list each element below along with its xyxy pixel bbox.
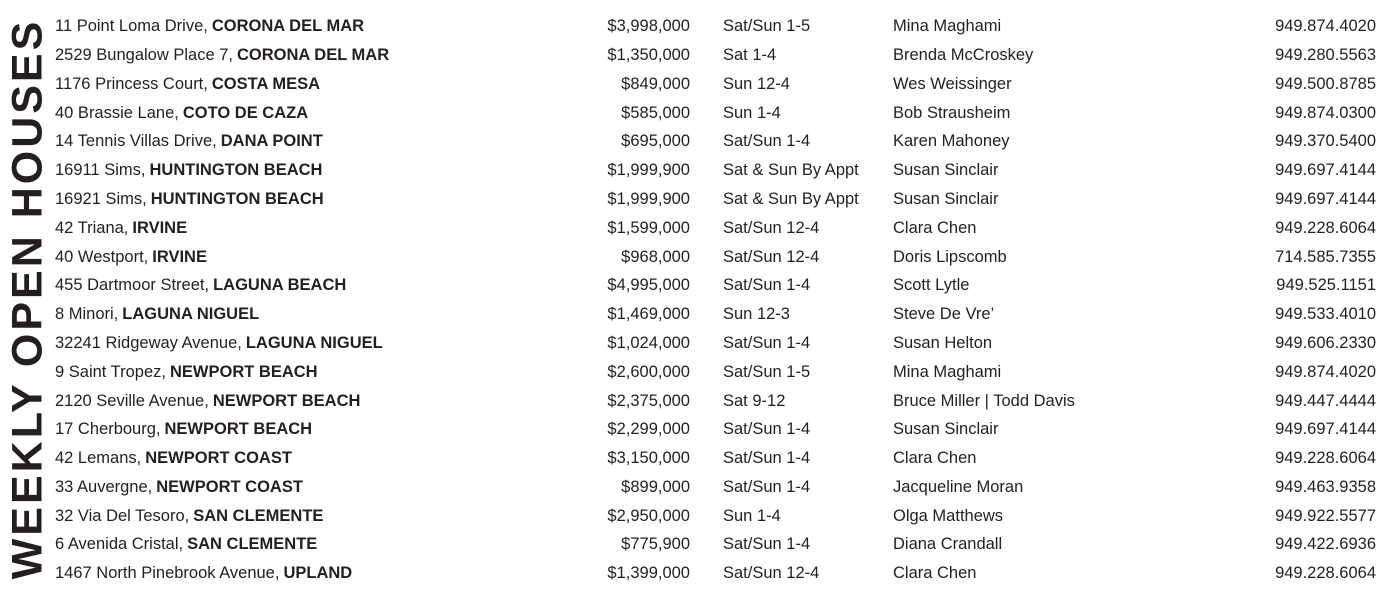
listing-open-time: Sat & Sun By Appt [723,161,859,180]
listing-price: $3,998,000 [607,17,690,36]
city-text: NEWPORT COAST [156,477,303,496]
listing-agent-name: Olga Matthews [893,506,1004,525]
listing-open-time: Sat/Sun 1-4 [723,449,811,468]
listing-address [55,220,605,237]
listing-agent-name: Susan Sinclair [893,420,999,439]
listing-address [55,364,605,381]
listing-address [55,76,605,93]
listing-agent-name: Steve De Vre’ [893,305,995,324]
listing-agent-phone: 949.500.8785 [1275,74,1376,93]
city-text: NEWPORT BEACH [169,362,318,381]
listing-agent-phone: 949.280.5563 [1275,45,1376,64]
listing-agent-phone: 949.533.4010 [1275,305,1376,324]
listing-address [55,249,605,266]
listing-agent-phone: 949.874.4020 [1275,362,1376,381]
street-text: 16911 Sims, [55,161,146,180]
city-text: HUNTINGTON BEACH [150,189,324,208]
listing-open-time: Sat/Sun 12-4 [723,218,820,237]
listing-price: $1,469,000 [607,305,690,324]
city-text: IRVINE [152,247,207,266]
listing-open-time: Sun 12-3 [723,305,790,324]
listing-open-time: Sun 1-4 [723,103,781,122]
listing-price: $1,350,000 [607,45,690,64]
listing-address [55,565,605,582]
listing-address [55,479,605,496]
listing-open-time: Sat 9-12 [723,391,786,410]
listing-price: $1,024,000 [607,333,690,352]
city-text: NEWPORT COAST [145,449,292,468]
listing-agent-phone: 949.447.4444 [1275,391,1376,410]
listing-row [55,214,1386,243]
listing-address [55,335,605,352]
listing-address [55,133,605,150]
listing-row [55,271,1386,300]
listing-agent-name: Clara Chen [893,218,977,237]
listing-price: $2,950,000 [607,506,690,525]
listing-row [55,473,1386,502]
listing-agent-phone: 949.874.4020 [1275,17,1376,36]
listing-row [55,70,1386,99]
street-text: 32241 Ridgeway Avenue, [55,333,242,352]
street-text: 40 Brassie Lane, [55,103,179,122]
listing-open-time: Sat/Sun 12-4 [723,564,820,583]
street-text: 1467 North Pinebrook Avenue, [55,564,280,583]
listing-agent-phone: 949.228.6064 [1275,449,1376,468]
city-text: UPLAND [283,564,353,583]
listing-price: $1,399,000 [607,564,690,583]
listing-agent-phone: 949.228.6064 [1275,564,1376,583]
listing-agent-name: Wes Weissinger [893,74,1012,93]
listing-open-time: Sat/Sun 12-4 [723,247,820,266]
street-text: 9 Saint Tropez, [55,362,166,381]
listing-agent-name: Clara Chen [893,449,977,468]
listing-agent-phone: 949.228.6064 [1275,218,1376,237]
listing-address [55,508,605,525]
city-text: COTO DE CAZA [182,103,309,122]
listing-address [55,393,605,410]
listing-price: $2,375,000 [607,391,690,410]
listing-agent-phone: 949.697.4144 [1275,189,1376,208]
street-text: 1176 Princess Court, [55,74,208,93]
street-text: 16921 Sims, [55,189,147,208]
listing-price: $1,999,900 [607,189,690,208]
listing-row [55,329,1386,358]
listing-row [55,127,1386,156]
city-text: CORONA DEL MAR [236,45,390,64]
listing-row [55,415,1386,444]
listing-open-time: Sat/Sun 1-4 [723,535,811,554]
street-text: 42 Lemans, [55,449,142,468]
listing-open-time: Sat/Sun 1-4 [723,276,811,295]
listing-agent-name: Bob Strausheim [893,103,1011,122]
listing-row [55,242,1386,271]
listing-agent-name: Doris Lipscomb [893,247,1007,266]
listing-row [55,300,1386,329]
listing-row [55,530,1386,559]
listing-row [55,156,1386,185]
listing-price: $849,000 [621,74,690,93]
listing-address [55,536,605,553]
listing-agent-name: Diana Crandall [893,535,1003,554]
title-banner [0,0,55,598]
listing-open-time: Sat/Sun 1-4 [723,132,811,151]
city-text: CORONA DEL MAR [211,17,365,36]
listing-agent-name: Scott Lytle [893,276,970,295]
listing-price: $4,995,000 [607,276,690,295]
listing-address [55,105,605,122]
listing-open-time: Sun 1-4 [723,506,781,525]
listing-price: $2,299,000 [607,420,690,439]
listing-open-time: Sun 12-4 [723,74,790,93]
listing-address [55,450,605,467]
listing-row [55,12,1386,41]
street-text: 11 Point Loma Drive, [55,17,208,36]
listing-agent-name: Jacqueline Moran [893,477,1024,496]
listing-price: $585,000 [621,103,690,122]
listing-agent-name: Susan Sinclair [893,161,999,180]
listing-open-time: Sat/Sun 1-4 [723,420,811,439]
listing-price: $2,600,000 [607,362,690,381]
city-text: SAN CLEMENTE [187,535,318,554]
city-text: COSTA MESA [211,74,321,93]
street-text: 14 Tennis Villas Drive, [55,132,217,151]
city-text: SAN CLEMENTE [193,506,324,525]
street-text: 17 Cherbourg, [55,420,161,439]
listing-price: $1,999,900 [607,161,690,180]
listing-agent-name: Karen Mahoney [893,132,1010,151]
listing-agent-phone: 949.422.6936 [1275,535,1376,554]
listing-row [55,502,1386,531]
page-title: WEEKLY OPEN HOUSES [3,18,51,580]
listing-agent-name: Bruce Miller | Todd Davis [893,391,1075,410]
listing-row [55,41,1386,70]
listing-open-time: Sat/Sun 1-4 [723,477,811,496]
street-text: 2120 Seville Avenue, [55,391,209,410]
listing-open-time: Sat/Sun 1-5 [723,362,811,381]
listing-open-time: Sat & Sun By Appt [723,189,859,208]
listing-row [55,559,1386,588]
street-text: 6 Avenida Cristal, [55,535,184,554]
city-text: HUNTINGTON BEACH [149,161,323,180]
city-text: LAGUNA NIGUEL [245,333,383,352]
listing-open-time: Sat/Sun 1-4 [723,333,811,352]
street-text: 42 Triana, [55,218,129,237]
listing-address [55,162,605,179]
listing-agent-name: Clara Chen [893,564,977,583]
listing-agent-phone: 949.606.2330 [1275,333,1376,352]
listing-price: $1,599,000 [607,218,690,237]
city-text: LAGUNA BEACH [213,276,347,295]
listing-agent-phone: 714.585.7355 [1275,247,1376,266]
listing-price: $695,000 [621,132,690,151]
listing-agent-phone: 949.370.5400 [1275,132,1376,151]
listing-row [55,358,1386,387]
listing-agent-name: Brenda McCroskey [893,45,1034,64]
listing-agent-name: Mina Maghami [893,362,1002,381]
listing-row [55,386,1386,415]
listing-address [55,18,605,35]
listing-row [55,98,1386,127]
listing-address [55,421,605,438]
listing-agent-phone: 949.697.4144 [1275,420,1376,439]
listing-agent-phone: 949.922.5577 [1275,506,1376,525]
listing-agent-phone: 949.874.0300 [1275,103,1376,122]
city-text: DANA POINT [220,132,323,151]
street-text: 8 Minori, [55,305,119,324]
listing-agent-name: Susan Sinclair [893,189,999,208]
street-text: 33 Auvergne, [55,477,153,496]
listing-open-time: Sat/Sun 1-5 [723,17,811,36]
listing-price: $3,150,000 [607,449,690,468]
listings-table [55,0,1386,598]
city-text: NEWPORT BEACH [212,391,361,410]
listing-agent-phone: 949.697.4144 [1275,161,1376,180]
listing-address [55,277,605,294]
listing-address [55,191,605,208]
listing-address [55,306,605,323]
listing-price: $899,000 [621,477,690,496]
city-text: IRVINE [132,218,188,237]
listing-row [55,444,1386,473]
listing-price: $968,000 [621,247,690,266]
listing-agent-phone: 949.463.9358 [1275,477,1376,496]
street-text: 455 Dartmoor Street, [55,276,210,295]
city-text: NEWPORT BEACH [164,420,313,439]
street-text: 2529 Bungalow Place 7, [55,45,233,64]
listing-address [55,47,605,64]
listing-open-time: Sat 1-4 [723,45,777,64]
listing-agent-name: Susan Helton [893,333,993,352]
city-text: LAGUNA NIGUEL [122,305,260,324]
street-text: 40 Westport, [55,247,149,266]
listing-row [55,185,1386,214]
street-text: 32 Via Del Tesoro, [55,506,190,525]
listing-agent-phone: 949.525.1151 [1276,276,1376,295]
listing-agent-name: Mina Maghami [893,17,1002,36]
listing-price: $775,900 [621,535,690,554]
